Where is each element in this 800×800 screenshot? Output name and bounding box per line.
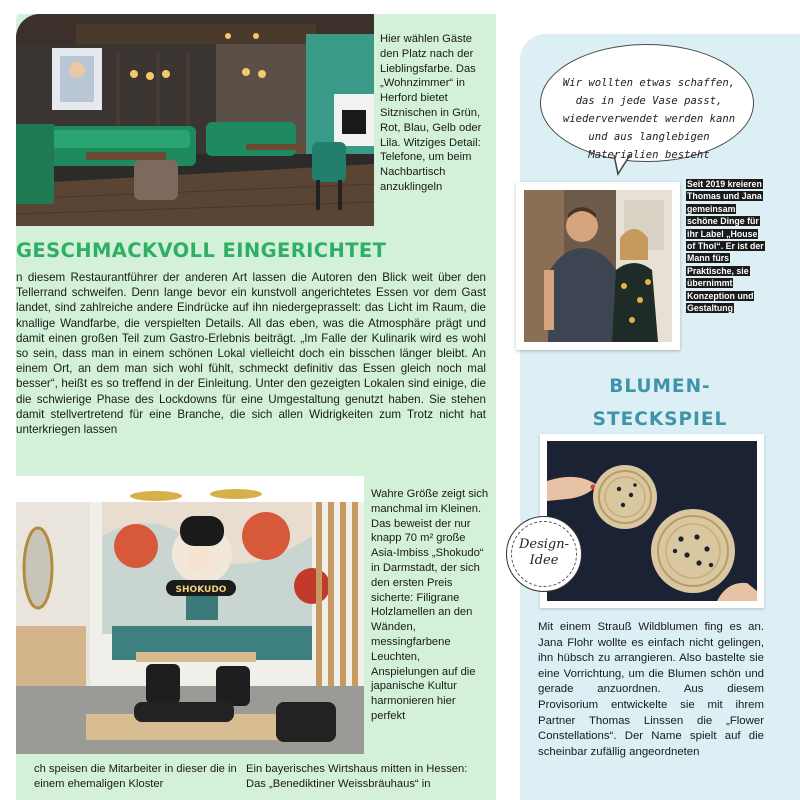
photo-caption-shokudo: Wahre Größe zeigt sich manchmal im Kleinen. Das beweist der nur knapp 70 m² große Asia-Imbiss „Shokudo“ in Darmstadt, der sich den ersten Preis sicherte: Filigrane Holzlamellen an den Wänden, messingfarbene Leuchten, Anspielungen auf die japanische Kultur harmonieren hier perfekt xyxy=(371,488,489,722)
shokudo-sign: SHOKUDO xyxy=(175,585,227,595)
article-headline: GESCHMACKVOLL EINGERICHTET xyxy=(16,239,387,262)
designers-portrait-photo xyxy=(516,182,680,350)
box-title xyxy=(520,370,800,436)
article-body-continuation-right: Ein bayerisches Wirtshaus mitten in Hessen: Das „Benediktiner Weissbräuhaus“ in xyxy=(246,763,468,790)
designers-caption-text: Seit 2019 kreieren Thomas und Jana gemeinsam schöne Dinge für ihr Label „House of Thol“. Er ist der Mann fürs Praktische, sie übernimmt Konzeption und Gestaltung xyxy=(687,179,764,314)
box-title-line-1: BLUMEN- xyxy=(609,376,711,397)
article-body-continuation-left: ch speisen die Mitarbeiter in dieser die in einem ehemaligen Kloster xyxy=(34,763,237,790)
restaurant-article xyxy=(16,14,496,800)
restaurant-photo-shokudo xyxy=(16,476,364,754)
stamp-dashed-ring xyxy=(511,521,577,587)
box-body-text: Mit einem Strauß Wildblumen fing es an. Jana Flohr wollte es einfach nicht gelingen, ihn hübsch zu arrangieren. Also bastelte sie eine Vorrichtung, um die Blumen schön und gerade anzuordnen. Aus diesem Provisorium entwickelte sie mit ihrem Partner Thomas Linssen die „Flower Constellations“. Der Name spielt auf die scheinbar zufällig angeordneten xyxy=(538,621,764,758)
photo-caption-wohnzimmer: Hier wählen Gäste den Platz nach der Lieblingsfarbe. Das „Wohnzimmer“ in Herford bietet Sitznischen in Grün, Rot, Blau, Gelb oder Lila. Witziges Detail: Telefone, um beim Nachbartisch anzuklingeln xyxy=(380,33,482,193)
design-idee-stamp xyxy=(506,516,582,592)
box-title-line-2: STECKSPIEL xyxy=(592,409,728,430)
designer-quote: Wir wollten etwas schaffen, das in jede Vase passt, wiederverwendet werden kann und aus langlebigen Materialien besteht xyxy=(562,77,736,161)
article-body-paragraph: n diesem Restaurantführer der anderen Art lassen die Autoren den Blick weit über den Tellerrand schweifen. Denn lange bevor ein kunstvoll angerichtetes Essen vor dem Gast landet, sind zahlreiche andere Eindrücke auf ihn niedergeprasselt: das Licht im Raum, die knallige Wandfarbe, die verspielten Details. All das eben, was die Atmosphäre prägt und damit einen großen Teil zum Gastro-Erlebnis beiträgt. „Im Falle der Kulinarik wird es wohl so sein, dass man in einem schönen Lokal vielleicht doch ein bisschen länger bleibt. An einem Ort, an dem man sich wohl fühlt, schmeckt definitiv das Essen gleich noch mal besser“, heißt es so treffend in der Einleitung. Unter den gezeigten Lokalen sind einige, die die schwierige Phase des Lockdowns für eine Umgestaltung genutzt haben. Sie stehen damit stellvertretend für eine Branche, die sich allen Widrigkeiten zum Trotz nicht hat unterkriegen lassen xyxy=(16,271,486,437)
restaurant-photo-wohnzimmer xyxy=(16,14,374,226)
article-body xyxy=(16,270,486,437)
flower-constellations-photo xyxy=(540,434,764,608)
designers-caption xyxy=(686,178,766,314)
stamp-text-line-1: Design- xyxy=(518,537,570,552)
stamp-text-line-2: Idee xyxy=(529,553,559,568)
